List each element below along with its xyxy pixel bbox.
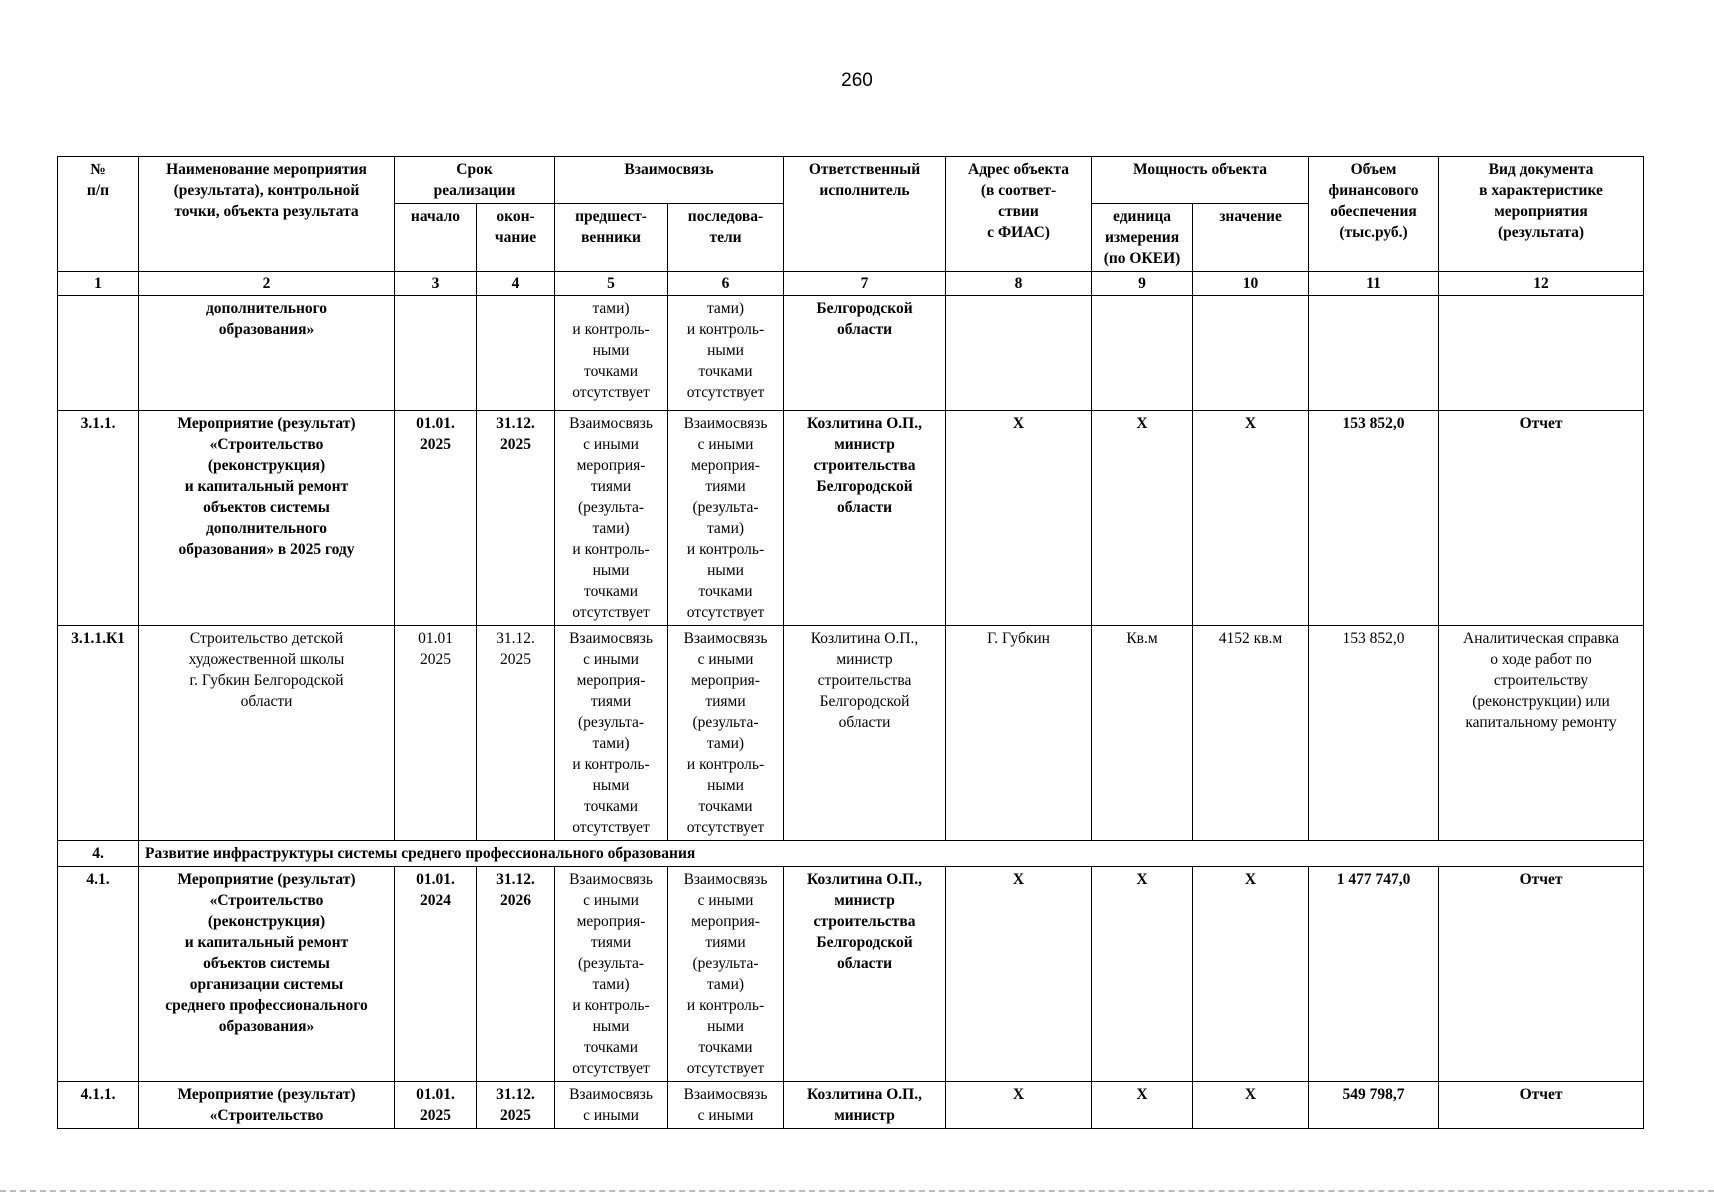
cell-name: [139, 1082, 395, 1129]
cell-doc-type-line: о ходе работ по: [1490, 651, 1592, 668]
cell-doc-type: [1439, 411, 1644, 626]
cell-end: [477, 296, 555, 411]
table-row: [58, 626, 1644, 841]
cell-successors-line: с иными: [697, 1107, 754, 1124]
cell-successors-line: Взаимосвязь: [683, 415, 768, 432]
cell-name-line: г. Губкин Белгородской: [189, 672, 344, 689]
header-doc-type: [1439, 157, 1644, 272]
table-row: [58, 296, 1644, 411]
cell-successors-line: тами): [706, 976, 745, 993]
header-name-line: Наименование мероприятия: [166, 161, 367, 178]
cell-doc-type-line: (реконструкции) или: [1472, 693, 1610, 710]
cell-name-line: «Строительство: [209, 1107, 324, 1124]
section-row: [58, 841, 1644, 867]
cell-end: [477, 626, 555, 841]
header-term-line: Срок: [456, 161, 493, 178]
cell-doc-type-line: капитальному ремонту: [1465, 714, 1617, 731]
cell-end-line: 2026: [500, 892, 531, 909]
cell-predecessors-line: ными: [592, 562, 630, 579]
cell-successors-line: отсутствует: [686, 604, 765, 621]
cell-finance: 153 852,0: [1309, 411, 1439, 626]
cell-successors-line: ными: [707, 777, 744, 794]
cell-start-line: 01.01.: [416, 1086, 455, 1103]
cell-successors-line: тами): [706, 520, 745, 537]
cell-predecessors-line: отсутствует: [572, 384, 650, 401]
cell-predecessors-line: мероприя-: [576, 913, 646, 930]
cell-successors-line: отсутствует: [686, 384, 765, 401]
cell-num: 4.1.1.: [58, 1082, 139, 1129]
cell-predecessors-line: (результа-: [577, 499, 645, 516]
cell-successors-line: ными: [707, 562, 744, 579]
header-doc-type-line: Вид документа: [1488, 161, 1594, 178]
cell-doc-type-line: Отчет: [1519, 415, 1563, 432]
section-title: Развитие инфраструктуры системы среднего профессионального образования: [139, 841, 1644, 867]
cell-unit: Х: [1092, 1082, 1193, 1129]
cell-successors-line: ными: [707, 1018, 744, 1035]
cell-predecessors-line: тами): [592, 520, 630, 537]
cell-predecessors-line: с иными: [583, 436, 639, 453]
cell-responsible-line: министр: [836, 651, 893, 668]
cell-end-line: 31.12.: [496, 1086, 535, 1103]
header-capacity-unit-line: единица: [1113, 208, 1172, 225]
column-number-7: 7: [784, 272, 946, 296]
cell-predecessors-line: ными: [592, 777, 630, 794]
cell-predecessors-line: ными: [592, 1018, 630, 1035]
header-term-start: начало: [395, 204, 477, 272]
header-responsible-line: Ответственный: [808, 161, 921, 178]
cell-predecessors: [555, 1082, 668, 1129]
cell-successors: [668, 1082, 784, 1129]
cell-start-line: 01.01.: [416, 871, 455, 888]
cell-responsible-line: строительства: [817, 672, 912, 689]
header-name-line: (результата), контрольной: [173, 182, 360, 199]
column-number-2: 2: [139, 272, 395, 296]
table-body: [58, 296, 1644, 1129]
cell-successors-line: тиями: [705, 693, 746, 710]
header-doc-type-line: (результата): [1497, 224, 1585, 241]
cell-successors-line: точками: [698, 363, 753, 380]
cell-num: 3.1.1.К1: [58, 626, 139, 841]
cell-name-line: художественной школы: [188, 651, 345, 668]
cell-unit: Кв.м: [1092, 626, 1193, 841]
cell-end: [477, 411, 555, 626]
cell-responsible-line: министр: [834, 436, 895, 453]
table-row: [58, 1082, 1644, 1129]
cell-doc-type-line: строительству: [1493, 672, 1589, 689]
cell-responsible-line: Белгородской: [816, 300, 913, 317]
cell-predecessors: [555, 296, 668, 411]
cell-predecessors-line: отсутствует: [572, 1060, 650, 1077]
cell-name-line: Строительство детской: [189, 630, 344, 647]
cell-doc-type: [1439, 1082, 1644, 1129]
header-finance: [1309, 157, 1439, 272]
cell-predecessors-line: Взаимосвязь: [569, 415, 653, 432]
cell-responsible-line: Козлитина О.П.,: [807, 1086, 922, 1103]
cell-start: [395, 626, 477, 841]
cell-finance: 549 798,7: [1309, 1082, 1439, 1129]
cell-predecessors-line: с иными: [583, 1107, 639, 1124]
cell-responsible: [784, 296, 946, 411]
cell-end-line: 2025: [500, 436, 531, 453]
cell-start-line: 2025: [420, 1107, 451, 1124]
cell-responsible-line: Белгородской: [816, 478, 913, 495]
header-link-next: [668, 204, 784, 272]
cell-responsible-line: министр: [834, 892, 895, 909]
header-address-line: Адрес объекта: [968, 161, 1070, 178]
cell-num: [58, 296, 139, 411]
cell-name-line: (реконструкция): [207, 913, 326, 930]
header-capacity: Мощность объекта: [1092, 157, 1309, 204]
column-number-8: 8: [946, 272, 1092, 296]
cell-predecessors-line: тами): [592, 300, 630, 317]
cell-start-line: 2024: [420, 892, 451, 909]
cell-value: Х: [1193, 867, 1309, 1082]
cell-responsible-line: области: [837, 955, 892, 972]
cell-successors-line: Взаимосвязь: [683, 1086, 768, 1103]
header-link-next-line: тели: [709, 229, 742, 246]
cell-end-line: 31.12.: [496, 415, 535, 432]
header-link-next-line: последова-: [687, 208, 764, 225]
cell-successors-line: с иными: [697, 892, 754, 909]
column-number-4: 4: [477, 272, 555, 296]
cell-name-line: образования»: [218, 1018, 315, 1035]
cell-name: [139, 626, 395, 841]
header-responsible: [784, 157, 946, 272]
cell-name-line: «Строительство: [209, 436, 324, 453]
cell-end: [477, 867, 555, 1082]
cell-predecessors-line: точками: [584, 363, 639, 380]
header-link-prev-line: предшест-: [575, 208, 647, 225]
cell-successors-line: и контроль-: [686, 997, 765, 1014]
cell-address: Г. Губкин: [946, 626, 1092, 841]
cell-name-line: объектов системы: [203, 955, 330, 972]
cell-successors-line: точками: [698, 798, 753, 815]
cell-name-line: «Строительство: [209, 892, 324, 909]
cell-successors: [668, 867, 784, 1082]
cell-name-line: дополнительного: [205, 300, 328, 317]
cell-predecessors-line: точками: [584, 798, 639, 815]
header-address-line: с ФИАС): [987, 224, 1050, 241]
column-number-12: 12: [1439, 272, 1644, 296]
cell-successors: [668, 411, 784, 626]
cell-responsible-line: Белгородской: [816, 934, 913, 951]
cell-start: [395, 867, 477, 1082]
cell-name: [139, 411, 395, 626]
cell-address: Х: [946, 867, 1092, 1082]
cell-successors-line: точками: [698, 583, 753, 600]
cell-successors-line: отсутствует: [686, 1060, 765, 1077]
cell-name-line: (реконструкция): [207, 457, 326, 474]
header-address: [946, 157, 1092, 272]
cell-responsible-line: Белгородской: [819, 693, 910, 710]
cell-predecessors-line: тами): [592, 976, 630, 993]
cell-start-line: 01.01.: [416, 415, 455, 432]
cell-predecessors-line: с иными: [583, 892, 639, 909]
cell-start-line: 01.01: [418, 630, 453, 647]
cell-responsible: [784, 626, 946, 841]
cell-address: [946, 296, 1092, 411]
cell-num: 3.1.1.: [58, 411, 139, 626]
cell-successors-line: мероприя-: [691, 913, 760, 930]
cell-name-line: и капитальный ремонт: [184, 478, 349, 495]
header-address-line: ствии: [998, 203, 1039, 220]
cell-responsible-line: строительства: [813, 913, 916, 930]
cell-successors-line: с иными: [697, 436, 754, 453]
cell-end-line: 2025: [500, 1107, 531, 1124]
cell-predecessors-line: с иными: [583, 651, 639, 668]
cell-start: [395, 1082, 477, 1129]
cell-value: 4152 кв.м: [1193, 626, 1309, 841]
cell-responsible-line: области: [837, 321, 892, 338]
cell-responsible: [784, 1082, 946, 1129]
cell-successors-line: тиями: [705, 934, 746, 951]
cell-predecessors-line: отсутствует: [572, 819, 650, 836]
cell-name-line: среднего профессионального: [165, 997, 368, 1014]
header-finance-line: финансового: [1328, 182, 1419, 199]
cell-finance: 153 852,0: [1309, 626, 1439, 841]
cell-name-line: дополнительного: [205, 520, 328, 537]
cell-address: Х: [946, 411, 1092, 626]
cell-doc-type-line: Отчет: [1519, 871, 1563, 888]
cell-successors: [668, 626, 784, 841]
table-row: [58, 867, 1644, 1082]
cell-name-line: области: [240, 693, 293, 710]
cell-unit: [1092, 296, 1193, 411]
page-number: 260: [841, 70, 873, 91]
cell-responsible-line: Козлитина О.П.,: [810, 630, 919, 647]
cell-unit: Х: [1092, 411, 1193, 626]
cell-value: [1193, 296, 1309, 411]
cell-start: [395, 411, 477, 626]
cell-value: Х: [1193, 411, 1309, 626]
cell-successors: [668, 296, 784, 411]
cell-successors-line: с иными: [697, 651, 754, 668]
cell-predecessors-line: точками: [584, 583, 639, 600]
cell-end-line: 31.12.: [496, 871, 535, 888]
header-responsible-line: исполнитель: [819, 182, 910, 199]
header-term: [395, 157, 555, 204]
header-name: [139, 157, 395, 272]
cell-predecessors: [555, 626, 668, 841]
header-term-end-line: чание: [494, 229, 537, 246]
cell-start: [395, 296, 477, 411]
cell-successors-line: тами): [706, 735, 745, 752]
header-capacity-value: значение: [1193, 204, 1309, 272]
cell-successors-line: мероприя-: [691, 672, 760, 689]
scan-edge-divider: [0, 1190, 1714, 1192]
column-number-1: 1: [58, 272, 139, 296]
cell-predecessors-line: тиями: [590, 934, 632, 951]
cell-successors-line: тиями: [705, 478, 746, 495]
cell-successors-line: тами): [706, 300, 745, 317]
table-row: [58, 411, 1644, 626]
cell-name-line: Мероприятие (результат): [177, 871, 356, 888]
cell-responsible-line: Козлитина О.П.,: [807, 415, 922, 432]
header-num-line: п/п: [86, 182, 110, 199]
header-term-line: реализации: [433, 182, 516, 199]
cell-name-line: Мероприятие (результат): [177, 1086, 356, 1103]
cell-name-line: и капитальный ремонт: [184, 934, 349, 951]
cell-name-line: образования» в 2025 году: [178, 541, 355, 558]
header-term-end-line: окон-: [496, 208, 535, 225]
cell-successors-line: отсутствует: [686, 819, 765, 836]
cell-end-line: 2025: [500, 651, 531, 668]
header-finance-line: (тыс.руб.): [1339, 224, 1408, 241]
header-capacity-unit-line: измерения: [1104, 229, 1180, 246]
cell-predecessors-line: (результа-: [577, 955, 645, 972]
cell-name-line: организации системы: [189, 976, 344, 993]
column-numbers-row: [58, 272, 1644, 296]
header-capacity-unit: [1092, 204, 1193, 272]
cell-predecessors-line: Взаимосвязь: [569, 871, 653, 888]
column-number-3: 3: [395, 272, 477, 296]
cell-value: Х: [1193, 1082, 1309, 1129]
cell-name-line: объектов системы: [203, 499, 330, 516]
header-num-line: №: [90, 161, 106, 178]
column-number-9: 9: [1092, 272, 1193, 296]
header-capacity-unit-line: (по ОКЕИ): [1103, 250, 1181, 267]
cell-successors-line: (результа-: [692, 499, 759, 516]
cell-name-line: образования»: [218, 321, 315, 338]
cell-successors-line: и контроль-: [686, 321, 765, 338]
cell-responsible-line: области: [837, 499, 892, 516]
cell-predecessors-line: (результа-: [577, 714, 645, 731]
cell-doc-type: [1439, 867, 1644, 1082]
header-link-prev: [555, 204, 668, 272]
cell-num: 4.1.: [58, 867, 139, 1082]
column-number-6: 6: [668, 272, 784, 296]
cell-responsible: [784, 411, 946, 626]
plan-table: [57, 156, 1644, 1129]
cell-responsible-line: области: [838, 714, 891, 731]
cell-predecessors-line: и контроль-: [572, 756, 650, 773]
header-name-line: точки, объекта результата: [174, 203, 359, 220]
cell-predecessors-line: Взаимосвязь: [569, 630, 653, 647]
cell-successors-line: Взаимосвязь: [683, 630, 768, 647]
cell-responsible: [784, 867, 946, 1082]
header-term-end: [477, 204, 555, 272]
cell-finance: [1309, 296, 1439, 411]
header-link-prev-line: венники: [581, 229, 641, 246]
cell-predecessors-line: и контроль-: [572, 321, 650, 338]
cell-successors-line: точками: [698, 1039, 753, 1056]
cell-predecessors-line: мероприя-: [576, 672, 646, 689]
cell-address: Х: [946, 1082, 1092, 1129]
cell-end-line: 31.12.: [496, 630, 535, 647]
header-num: [58, 157, 139, 272]
section-number: 4.: [58, 841, 139, 867]
column-number-11: 11: [1309, 272, 1439, 296]
cell-successors-line: (результа-: [692, 714, 759, 731]
cell-finance: 1 477 747,0: [1309, 867, 1439, 1082]
cell-start-line: 2025: [420, 651, 451, 668]
cell-name-line: Мероприятие (результат): [177, 415, 356, 432]
cell-predecessors-line: и контроль-: [572, 997, 650, 1014]
cell-successors-line: (результа-: [692, 955, 759, 972]
cell-predecessors-line: тами): [592, 735, 630, 752]
column-number-10: 10: [1193, 272, 1309, 296]
header-doc-type-line: в характеристике: [1479, 182, 1603, 199]
cell-successors-line: ными: [707, 342, 744, 359]
header-finance-line: обеспечения: [1330, 203, 1417, 220]
cell-successors-line: и контроль-: [686, 541, 765, 558]
cell-doc-type: [1439, 626, 1644, 841]
cell-predecessors-line: отсутствует: [572, 604, 650, 621]
cell-responsible-line: строительства: [813, 457, 916, 474]
cell-doc-type-line: Отчет: [1519, 1086, 1563, 1103]
header-link: Взаимосвязь: [555, 157, 784, 204]
cell-doc-type-line: Аналитическая справка: [1463, 630, 1620, 647]
cell-start-line: 2025: [420, 436, 451, 453]
cell-predecessors-line: ными: [592, 342, 630, 359]
cell-predecessors-line: и контроль-: [572, 541, 650, 558]
cell-successors-line: Взаимосвязь: [683, 871, 768, 888]
cell-predecessors: [555, 411, 668, 626]
cell-successors-line: мероприя-: [691, 457, 760, 474]
cell-doc-type: [1439, 296, 1644, 411]
cell-responsible-line: министр: [834, 1107, 895, 1124]
cell-unit: Х: [1092, 867, 1193, 1082]
cell-predecessors-line: точками: [584, 1039, 639, 1056]
cell-name: [139, 296, 395, 411]
cell-predecessors: [555, 867, 668, 1082]
cell-predecessors-line: тиями: [590, 693, 632, 710]
cell-predecessors-line: Взаимосвязь: [569, 1086, 653, 1103]
cell-predecessors-line: тиями: [590, 478, 632, 495]
cell-name: [139, 867, 395, 1082]
cell-end: [477, 1082, 555, 1129]
header-finance-line: Объем: [1350, 161, 1397, 178]
header-doc-type-line: мероприятия: [1494, 203, 1588, 220]
header-address-line: (в соответ-: [980, 182, 1057, 199]
cell-predecessors-line: мероприя-: [576, 457, 646, 474]
table-header: [58, 157, 1644, 296]
column-number-5: 5: [555, 272, 668, 296]
cell-successors-line: и контроль-: [686, 756, 765, 773]
cell-responsible-line: Козлитина О.П.,: [807, 871, 922, 888]
